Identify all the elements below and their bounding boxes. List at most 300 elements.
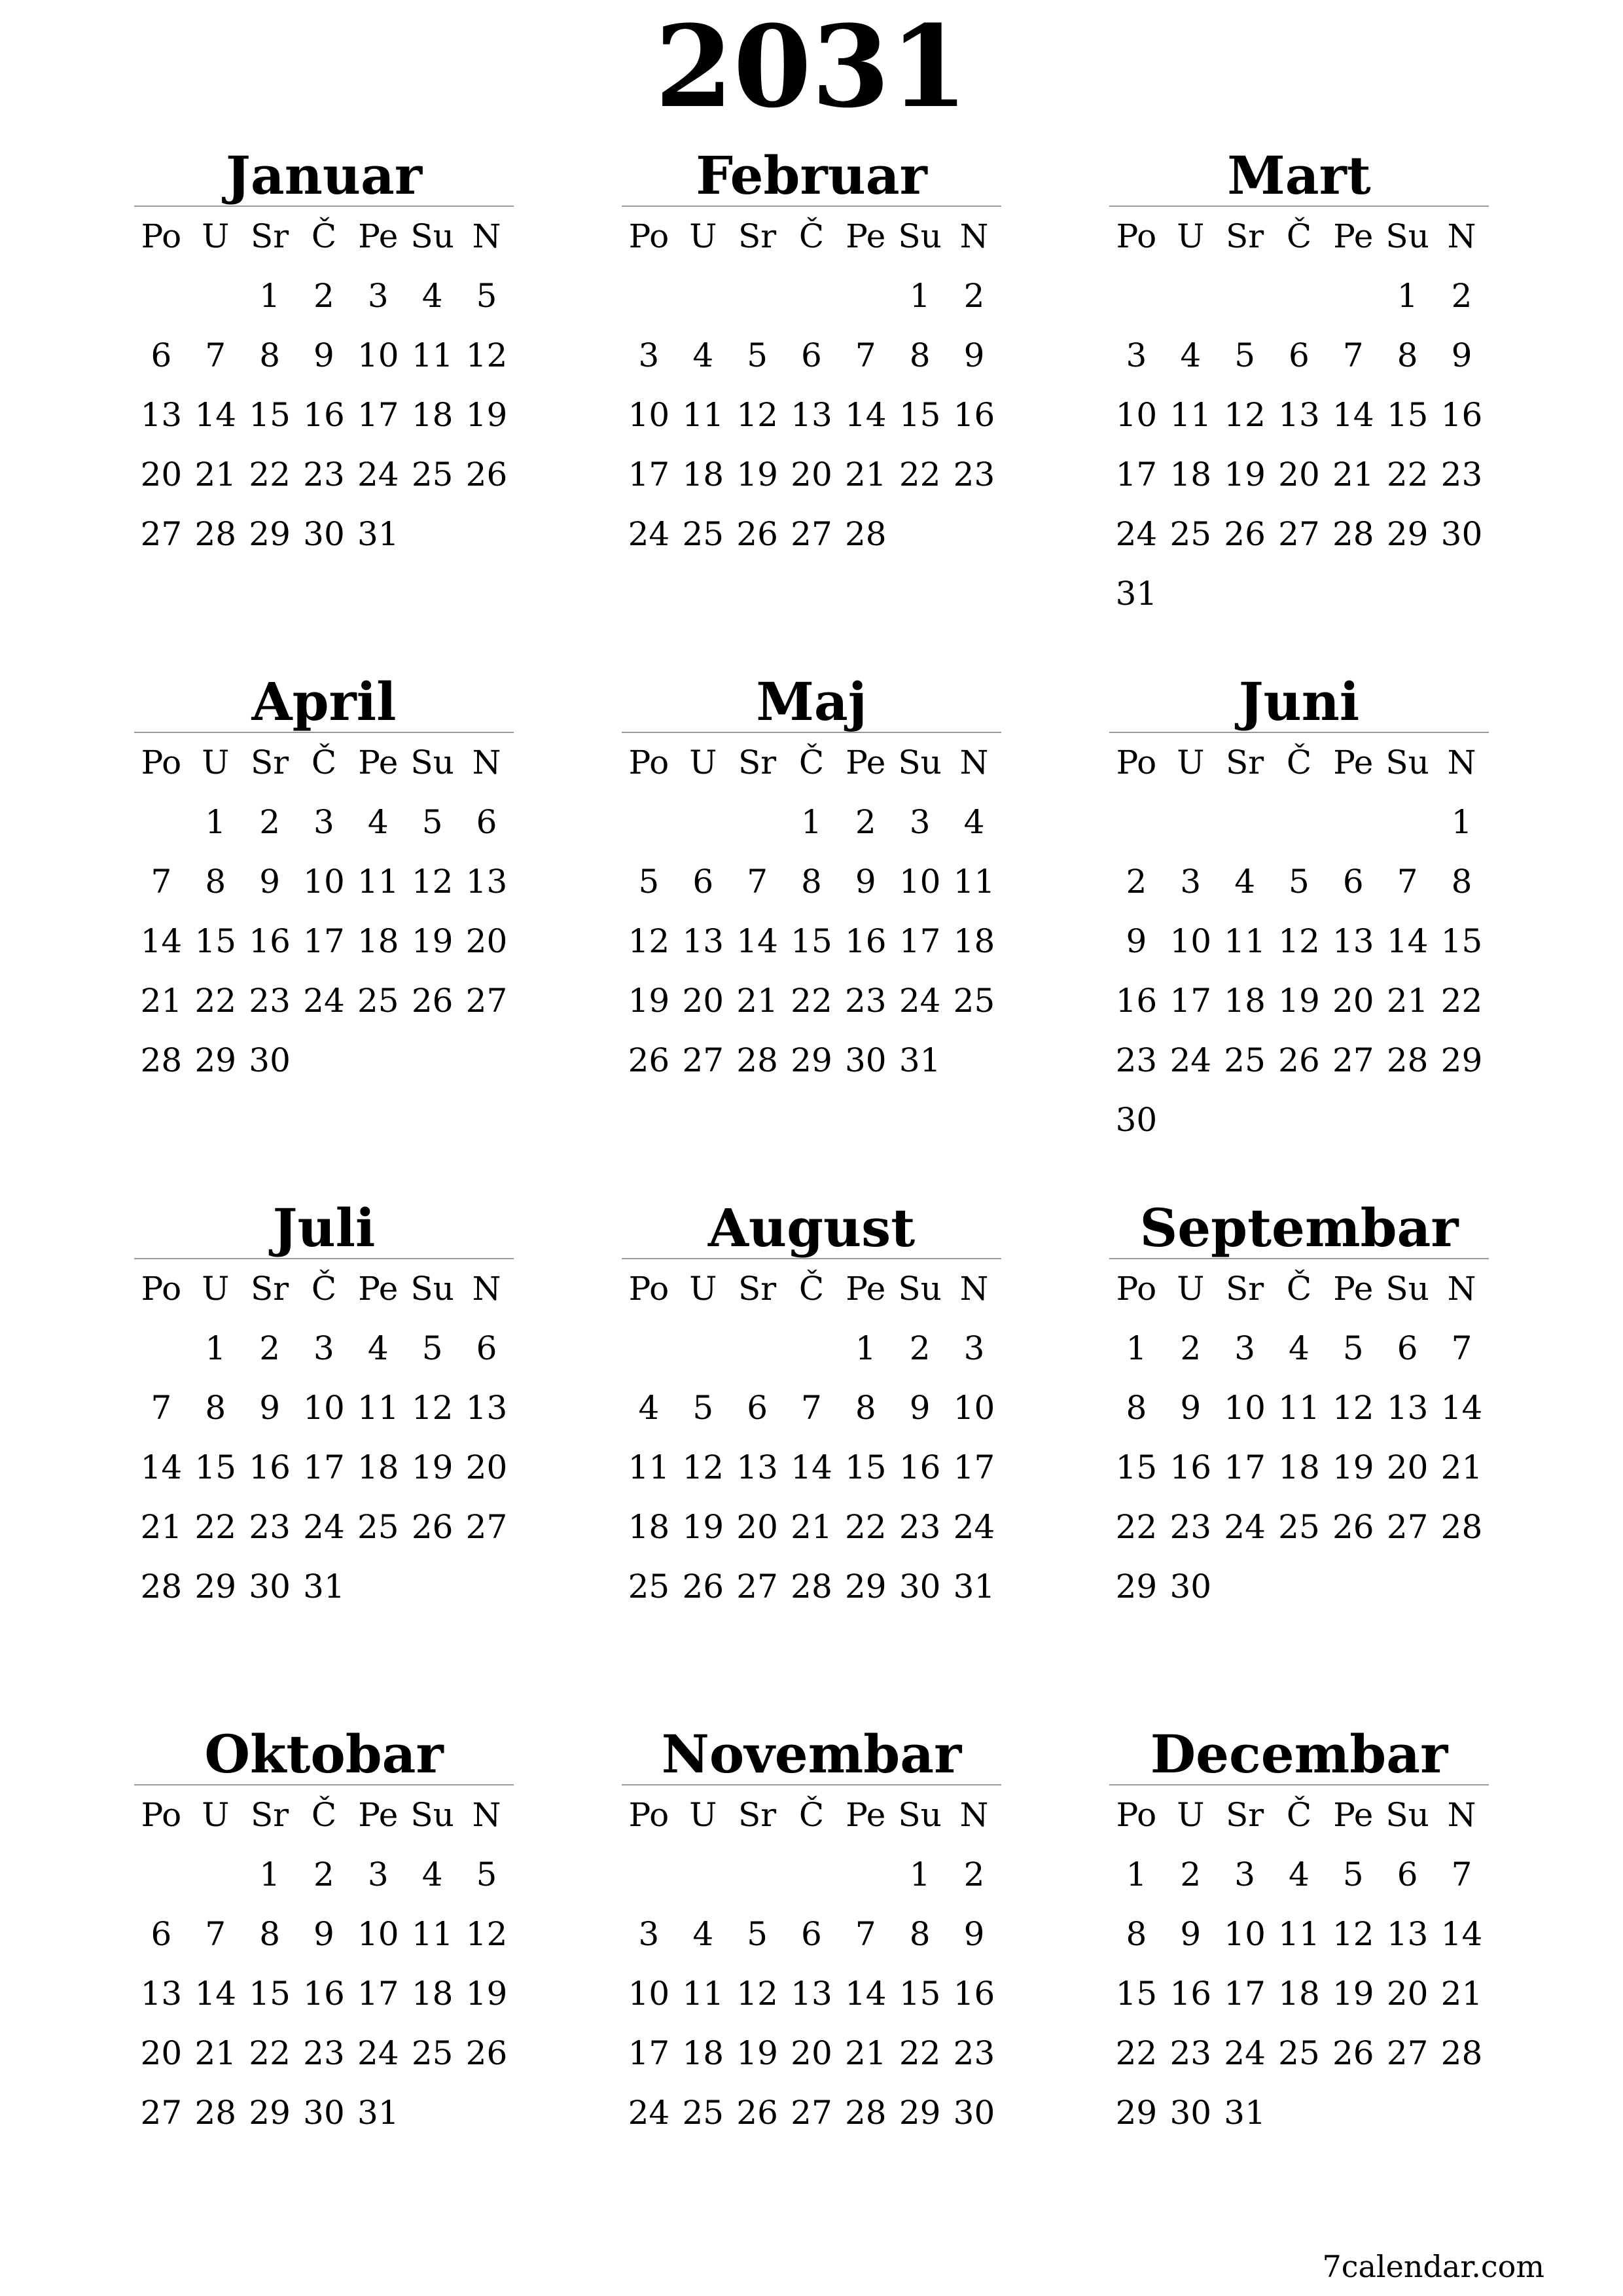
weekday-header: Č	[1286, 1270, 1312, 1308]
weekday-header: Po	[628, 217, 669, 255]
day-cell: 11	[357, 863, 399, 901]
month-name: Februar	[622, 143, 1001, 207]
day-cell: 31	[303, 1568, 345, 1605]
day-cell: 26	[628, 1041, 670, 1079]
day-cell: 30	[249, 1041, 291, 1079]
weekday-header: U	[202, 217, 230, 255]
day-cell: 20	[1386, 1975, 1429, 2013]
month-july	[134, 1195, 514, 1617]
weekday-header: Po	[628, 744, 669, 781]
day-cell: 17	[1224, 1448, 1266, 1486]
day-cell: 7	[855, 336, 876, 374]
day-cell: 19	[465, 1975, 508, 2013]
day-cell: 21	[736, 982, 778, 1020]
day-cell: 21	[844, 2034, 887, 2072]
day-cell: 7	[747, 863, 768, 901]
day-cell: 14	[194, 1975, 237, 2013]
day-cell: 14	[140, 922, 183, 960]
weekday-header: U	[1177, 217, 1205, 255]
day-cell: 3	[1180, 863, 1202, 901]
day-cell: 17	[1115, 456, 1158, 493]
weekday-header: Sr	[1226, 1270, 1264, 1308]
day-cell: 17	[1169, 982, 1212, 1020]
empty-cell	[838, 1845, 893, 1905]
day-cell: 2	[963, 277, 985, 315]
weekday-header: N	[959, 1796, 989, 1834]
day-cell: 6	[151, 336, 172, 374]
day-cell: 4	[1180, 336, 1202, 374]
weekday-header: Pe	[1333, 1270, 1374, 1308]
day-cell: 26	[736, 515, 778, 553]
day-cell: 30	[1440, 515, 1483, 553]
month-february	[622, 143, 1001, 564]
day-cell: 5	[421, 1329, 443, 1367]
day-cell: 18	[357, 1448, 399, 1486]
month-december	[1109, 1721, 1489, 2143]
day-cell: 26	[1224, 515, 1266, 553]
day-cell: 2	[259, 1329, 281, 1367]
day-cell: 12	[1332, 1915, 1374, 1953]
day-cell: 11	[682, 396, 724, 434]
day-cell: 11	[1278, 1389, 1320, 1427]
day-cell: 24	[1224, 2034, 1266, 2072]
day-cell: 21	[194, 456, 237, 493]
empty-cell	[730, 266, 785, 326]
weekday-header: U	[1177, 1796, 1205, 1834]
day-cell: 16	[1169, 1975, 1212, 2013]
day-cell: 15	[791, 922, 832, 960]
day-cell: 9	[963, 1915, 985, 1953]
day-cell: 17	[357, 1975, 399, 2013]
day-cell: 24	[899, 982, 941, 1020]
year-title: 2031	[654, 0, 969, 133]
weekday-header: Č	[798, 1796, 825, 1834]
day-cell: 20	[1278, 456, 1320, 493]
day-cell: 7	[1397, 863, 1418, 901]
day-cell: 22	[249, 2034, 291, 2072]
weekday-header: Pe	[358, 744, 399, 781]
day-cell: 7	[205, 336, 226, 374]
day-cell: 24	[953, 1508, 995, 1546]
month-name: Novembar	[622, 1721, 1001, 1785]
day-cell: 25	[682, 2094, 724, 2132]
weekday-header: Sr	[738, 1270, 777, 1308]
day-cell: 18	[411, 1975, 454, 2013]
day-cell: 1	[259, 1856, 281, 1893]
day-cell: 19	[682, 1508, 724, 1546]
day-cell: 25	[1169, 515, 1212, 553]
day-cell: 30	[953, 2094, 995, 2132]
day-cell: 1	[1397, 277, 1418, 315]
day-cell: 13	[791, 396, 832, 434]
day-cell: 3	[1234, 1329, 1256, 1367]
empty-cell	[676, 266, 730, 326]
day-cell: 27	[1386, 1508, 1429, 1546]
day-cell: 26	[736, 2094, 778, 2132]
weekday-header: Pe	[846, 744, 886, 781]
day-cell: 14	[1332, 396, 1374, 434]
weekday-header: Su	[1385, 744, 1429, 781]
day-cell: 20	[140, 2034, 183, 2072]
month-name: Maj	[622, 669, 1001, 733]
day-cell: 5	[1342, 1856, 1364, 1893]
weekday-header: Č	[311, 1796, 337, 1834]
day-cell: 10	[1169, 922, 1212, 960]
day-cell: 8	[909, 336, 931, 374]
day-cell: 21	[1440, 1975, 1483, 2013]
day-cell: 7	[151, 863, 172, 901]
day-cell: 31	[1224, 2094, 1266, 2132]
day-cell: 12	[1332, 1389, 1374, 1427]
day-cell: 28	[1440, 1508, 1483, 1546]
day-cell: 2	[313, 1856, 334, 1893]
day-cell: 17	[303, 1448, 345, 1486]
weekday-header: Po	[628, 1796, 669, 1834]
weekday-header: N	[959, 217, 989, 255]
day-cell: 25	[1278, 2034, 1320, 2072]
day-cell: 5	[1342, 1329, 1364, 1367]
day-cell: 16	[844, 922, 887, 960]
day-cell: 22	[194, 1508, 237, 1546]
day-cell: 15	[194, 1448, 237, 1486]
day-cell: 28	[1332, 515, 1374, 553]
day-cell: 11	[628, 1448, 670, 1486]
day-cell: 1	[801, 803, 822, 841]
weekday-header: U	[202, 744, 230, 781]
weekday-header: Su	[1385, 217, 1429, 255]
weekday-header: Č	[1286, 1796, 1312, 1834]
day-cell: 1	[205, 1329, 226, 1367]
day-cell: 27	[791, 2094, 832, 2132]
day-cell: 19	[736, 2034, 778, 2072]
day-cell: 15	[844, 1448, 887, 1486]
day-cell: 18	[1169, 456, 1212, 493]
day-cell: 8	[801, 863, 822, 901]
calendar-grid	[622, 1259, 1001, 1617]
day-cell: 24	[357, 2034, 399, 2072]
weekday-header: Sr	[251, 744, 289, 781]
day-cell: 8	[909, 1915, 931, 1953]
empty-cell	[1218, 793, 1272, 852]
empty-cell	[1164, 793, 1218, 852]
empty-cell	[676, 1845, 730, 1905]
day-cell: 10	[1115, 396, 1158, 434]
day-cell: 24	[1115, 515, 1158, 553]
day-cell: 29	[1115, 1568, 1158, 1605]
day-cell: 22	[1115, 2034, 1158, 2072]
day-cell: 17	[899, 922, 941, 960]
day-cell: 20	[1386, 1448, 1429, 1486]
day-cell: 6	[1289, 336, 1310, 374]
day-cell: 11	[411, 1915, 454, 1953]
weekday-header: Po	[141, 1796, 182, 1834]
day-cell: 20	[465, 1448, 508, 1486]
day-cell: 26	[1278, 1041, 1320, 1079]
day-cell: 25	[1278, 1508, 1320, 1546]
day-cell: 16	[1169, 1448, 1212, 1486]
weekday-header: U	[689, 217, 717, 255]
day-cell: 20	[791, 2034, 832, 2072]
day-cell: 3	[313, 803, 334, 841]
empty-cell	[134, 1845, 188, 1905]
day-cell: 1	[1126, 1856, 1147, 1893]
empty-cell	[134, 266, 188, 326]
weekday-header: Pe	[1333, 744, 1374, 781]
weekday-header: U	[689, 744, 717, 781]
day-cell: 2	[313, 277, 334, 315]
day-cell: 2	[259, 803, 281, 841]
day-cell: 11	[1278, 1915, 1320, 1953]
day-cell: 18	[1224, 982, 1266, 1020]
day-cell: 24	[303, 982, 345, 1020]
day-cell: 21	[791, 1508, 832, 1546]
day-cell: 6	[1342, 863, 1364, 901]
day-cell: 20	[791, 456, 832, 493]
day-cell: 2	[1126, 863, 1147, 901]
calendar-grid	[134, 1259, 514, 1617]
day-cell: 9	[259, 863, 281, 901]
weekday-header: Po	[141, 744, 182, 781]
day-cell: 2	[855, 803, 876, 841]
day-cell: 28	[791, 1568, 832, 1605]
day-cell: 13	[736, 1448, 778, 1486]
day-cell: 15	[899, 1975, 941, 2013]
day-cell: 19	[411, 922, 454, 960]
empty-cell	[1272, 266, 1327, 326]
day-cell: 6	[801, 336, 822, 374]
day-cell: 18	[1278, 1448, 1320, 1486]
day-cell: 11	[357, 1389, 399, 1427]
day-cell: 4	[367, 1329, 389, 1367]
weekday-header: N	[472, 1796, 501, 1834]
day-cell: 24	[1169, 1041, 1212, 1079]
day-cell: 8	[205, 863, 226, 901]
month-name: August	[622, 1195, 1001, 1259]
month-march	[1109, 143, 1489, 624]
day-cell: 6	[747, 1389, 768, 1427]
day-cell: 27	[465, 1508, 508, 1546]
day-cell: 23	[844, 982, 887, 1020]
calendar-grid	[622, 1785, 1001, 2143]
weekday-header: Pe	[846, 1796, 886, 1834]
day-cell: 25	[1224, 1041, 1266, 1079]
day-cell: 25	[411, 2034, 454, 2072]
day-cell: 10	[1224, 1389, 1266, 1427]
calendar-grid	[622, 733, 1001, 1090]
day-cell: 5	[1289, 863, 1310, 901]
empty-cell	[730, 1319, 785, 1378]
day-cell: 27	[791, 515, 832, 553]
day-cell: 30	[844, 1041, 887, 1079]
day-cell: 4	[963, 803, 985, 841]
weekday-header: U	[689, 1796, 717, 1834]
day-cell: 21	[194, 2034, 237, 2072]
day-cell: 21	[1386, 982, 1429, 1020]
weekday-header: U	[1177, 744, 1205, 781]
day-cell: 30	[899, 1568, 941, 1605]
day-cell: 29	[1440, 1041, 1483, 1079]
day-cell: 12	[1278, 922, 1320, 960]
day-cell: 19	[628, 982, 670, 1020]
day-cell: 25	[411, 456, 454, 493]
day-cell: 4	[1289, 1329, 1310, 1367]
day-cell: 17	[628, 456, 670, 493]
weekday-header: N	[472, 744, 501, 781]
day-cell: 14	[194, 396, 237, 434]
day-cell: 17	[1224, 1975, 1266, 2013]
day-cell: 23	[953, 2034, 995, 2072]
weekday-header: Č	[1286, 217, 1312, 255]
empty-cell	[1109, 793, 1164, 852]
day-cell: 21	[844, 456, 887, 493]
day-cell: 10	[628, 1975, 670, 2013]
day-cell: 27	[1386, 2034, 1429, 2072]
day-cell: 26	[682, 1568, 724, 1605]
day-cell: 4	[638, 1389, 660, 1427]
day-cell: 25	[357, 1508, 399, 1546]
day-cell: 5	[638, 863, 660, 901]
day-cell: 2	[1180, 1856, 1202, 1893]
day-cell: 11	[1224, 922, 1266, 960]
day-cell: 22	[899, 2034, 941, 2072]
day-cell: 29	[249, 515, 291, 553]
day-cell: 21	[140, 1508, 183, 1546]
day-cell: 10	[357, 1915, 399, 1953]
day-cell: 16	[899, 1448, 941, 1486]
weekday-header: Sr	[1226, 217, 1264, 255]
day-cell: 26	[1332, 1508, 1374, 1546]
day-cell: 13	[1278, 396, 1320, 434]
day-cell: 1	[1451, 803, 1472, 841]
weekday-header: Sr	[1226, 1796, 1264, 1834]
day-cell: 7	[1342, 336, 1364, 374]
day-cell: 8	[259, 1915, 281, 1953]
day-cell: 14	[140, 1448, 183, 1486]
weekday-header: Su	[898, 1796, 942, 1834]
day-cell: 10	[899, 863, 941, 901]
day-cell: 22	[791, 982, 832, 1020]
day-cell: 22	[1115, 1508, 1158, 1546]
weekday-header: Sr	[738, 217, 777, 255]
day-cell: 20	[736, 1508, 778, 1546]
month-name: Septembar	[1109, 1195, 1489, 1259]
weekday-header: Su	[410, 744, 454, 781]
weekday-header: Pe	[1333, 1796, 1374, 1834]
site-watermark: 7calendar.com	[1322, 2249, 1544, 2284]
weekday-header: Su	[410, 1796, 454, 1834]
day-cell: 20	[465, 922, 508, 960]
day-cell: 12	[1224, 396, 1266, 434]
day-cell: 27	[1332, 1041, 1374, 1079]
day-cell: 19	[736, 456, 778, 493]
month-name: Juli	[134, 1195, 514, 1259]
day-cell: 13	[1386, 1915, 1429, 1953]
day-cell: 26	[465, 456, 508, 493]
day-cell: 2	[1180, 1329, 1202, 1367]
empty-cell	[785, 1845, 839, 1905]
day-cell: 8	[855, 1389, 876, 1427]
day-cell: 18	[953, 922, 995, 960]
day-cell: 22	[844, 1508, 887, 1546]
weekday-header: N	[472, 217, 501, 255]
empty-cell	[134, 793, 188, 852]
day-cell: 30	[303, 515, 345, 553]
day-cell: 6	[801, 1915, 822, 1953]
weekday-header: Pe	[846, 217, 886, 255]
day-cell: 13	[465, 1389, 508, 1427]
day-cell: 1	[259, 277, 281, 315]
day-cell: 9	[1126, 922, 1147, 960]
day-cell: 24	[1224, 1508, 1266, 1546]
day-cell: 3	[1126, 336, 1147, 374]
day-cell: 6	[1397, 1329, 1418, 1367]
day-cell: 24	[303, 1508, 345, 1546]
month-name: Januar	[134, 143, 514, 207]
day-cell: 9	[313, 336, 334, 374]
day-cell: 23	[303, 456, 345, 493]
day-cell: 19	[1332, 1975, 1374, 2013]
day-cell: 27	[140, 515, 183, 553]
day-cell: 4	[421, 277, 443, 315]
weekday-header: Po	[1116, 1270, 1157, 1308]
weekday-header: Po	[1116, 744, 1157, 781]
day-cell: 18	[357, 922, 399, 960]
day-cell: 5	[476, 1856, 497, 1893]
weekday-header: Po	[1116, 1796, 1157, 1834]
weekday-header: Pe	[358, 217, 399, 255]
day-cell: 1	[909, 277, 931, 315]
empty-cell	[785, 1319, 839, 1378]
day-cell: 17	[357, 396, 399, 434]
day-cell: 10	[628, 396, 670, 434]
weekday-header: Su	[1385, 1796, 1429, 1834]
empty-cell	[1109, 266, 1164, 326]
day-cell: 23	[1169, 1508, 1212, 1546]
day-cell: 30	[1169, 2094, 1212, 2132]
day-cell: 29	[194, 1041, 237, 1079]
day-cell: 31	[899, 1041, 941, 1079]
day-cell: 10	[1224, 1915, 1266, 1953]
weekday-header: Sr	[738, 1796, 777, 1834]
weekday-header: Su	[410, 217, 454, 255]
empty-cell	[188, 266, 243, 326]
day-cell: 28	[194, 515, 237, 553]
day-cell: 3	[638, 1915, 660, 1953]
day-cell: 29	[1115, 2094, 1158, 2132]
day-cell: 26	[411, 1508, 454, 1546]
day-cell: 22	[1440, 982, 1483, 1020]
day-cell: 11	[1169, 396, 1212, 434]
day-cell: 18	[682, 2034, 724, 2072]
day-cell: 17	[628, 2034, 670, 2072]
weekday-header: N	[1447, 217, 1476, 255]
day-cell: 14	[1386, 922, 1429, 960]
day-cell: 26	[1332, 2034, 1374, 2072]
day-cell: 23	[953, 456, 995, 493]
day-cell: 12	[411, 863, 454, 901]
day-cell: 28	[736, 1041, 778, 1079]
weekday-header: Po	[141, 217, 182, 255]
empty-cell	[676, 793, 730, 852]
day-cell: 27	[140, 2094, 183, 2132]
day-cell: 3	[313, 1329, 334, 1367]
calendar-grid	[134, 1785, 514, 2143]
empty-cell	[134, 1319, 188, 1378]
weekday-header: Po	[141, 1270, 182, 1308]
day-cell: 27	[465, 982, 508, 1020]
day-cell: 16	[1115, 982, 1158, 1020]
day-cell: 10	[953, 1389, 995, 1427]
